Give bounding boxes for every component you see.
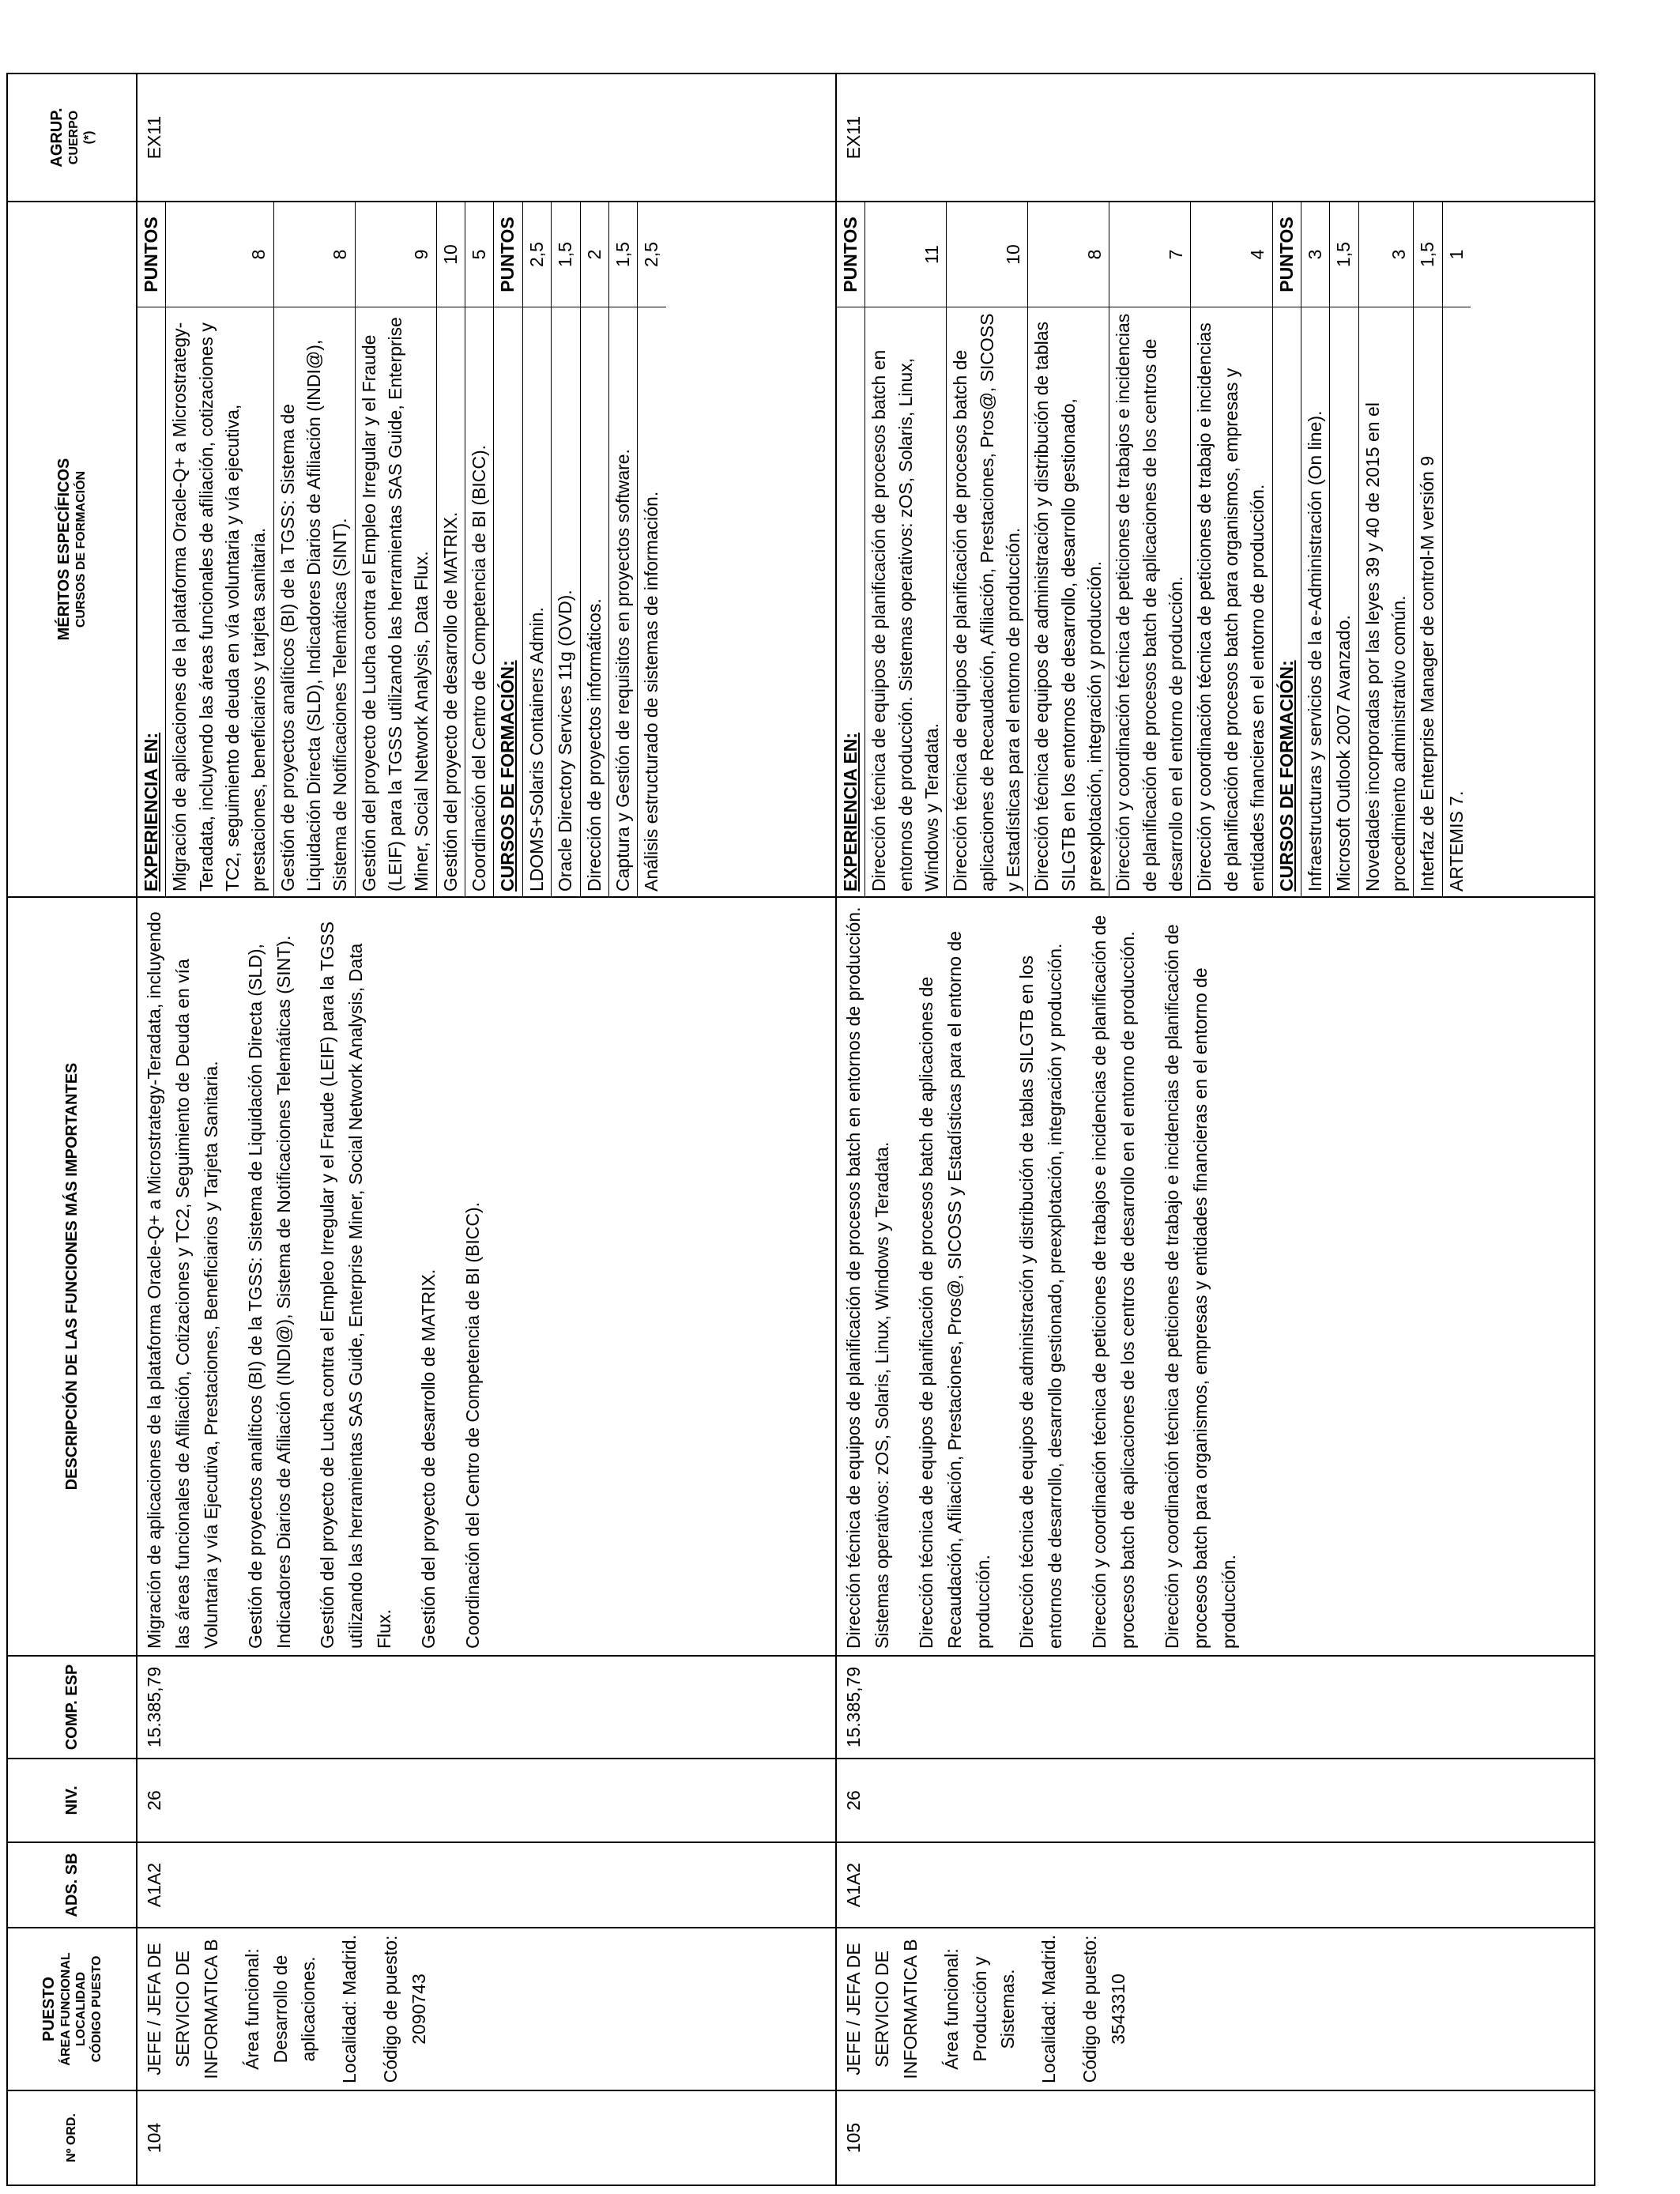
area-funcional: Área funcional: Desarrollo de aplicaciones.: [241, 1948, 319, 2070]
descripcion-item: Gestión del proyecto de Lucha contra el Empleo Irregular y el Fraude (LEIF) para la TGSS utilizando las herramientas SAS Guide, Enterprise Miner, Social Network Analysis, Data Flux.: [317, 921, 395, 1649]
merito-row: ARTEMIS 7. 1: [1442, 202, 1471, 896]
descripcion-item: Dirección técnica de equipos de planificación de procesos batch de aplicaciones de Recaudación, Afiliación, Prestaciones, Pros@, SICOSS y Estadísticas para el entorno de producción.: [915, 930, 993, 1649]
meritos-section-row: CURSOS DE FORMACIÓN: PUNTOS: [494, 202, 522, 896]
meritos-section-row: CURSOS DE FORMACIÓN: PUNTOS: [1272, 202, 1301, 896]
agrup-cell: EX11: [836, 74, 1595, 202]
codigo-puesto: Código de puesto: 2090743: [380, 1935, 429, 2083]
merito-row: Gestión del proyecto de Lucha contra el Empleo Irregular y el Fraude (LEIF) para la TGSS utilizando las herramientas SAS Guide, Enterprise Miner, Social Network Analysis, Data Flux. 9: [355, 202, 436, 896]
meritos-cell: [836, 202, 1595, 897]
header-comp: COMP. ESP: [7, 1656, 137, 1759]
codigo-puesto: Código de puesto: 3543310: [1079, 1935, 1128, 2083]
descripcion-cell: [836, 897, 1595, 1656]
job-positions-table: [6, 73, 1595, 2186]
puesto-cell: [836, 1928, 1595, 2090]
table-row: [836, 74, 1595, 2185]
merito-row: Microsoft Outlook 2007 Avanzado. 1,5: [1330, 202, 1358, 896]
merito-row: Captura y Gestión de requisitos en proyectos software. 1,5: [608, 202, 637, 896]
merito-row: Dirección y coordinación técnica de peticiones de trabajo e incidencias de planificación de procesos batch para organismos, empresas y entidades financieras en el entorno de producción. 4: [1191, 202, 1272, 896]
merito-row: Migración de aplicaciones de la plataforma Oracle-Q+ a Microstrategy-Teradata, incluyendo las áreas funcionales de afiliación, cotizaciones y TC2, seguimiento de deuda en vía voluntaria y vía ejecutiva, prestaciones, beneficiarios y tarjeta sanitaria. 8: [166, 202, 273, 896]
merito-row: Análisis estructurado de sistemas de información. 2,5: [638, 202, 666, 896]
meritos-section-row: EXPERIENCIA EN: PUNTOS: [137, 202, 166, 896]
merito-row: Coordinación del Centro de Competencia de BI (BICC). 5: [465, 202, 494, 896]
niv-cell: 26: [137, 1759, 836, 1842]
header-agrup: AGRUP. CUERPO (*): [7, 74, 137, 202]
merito-row: Interfaz de Enterprise Manager de control-M versión 9 1,5: [1414, 202, 1442, 896]
comp-cell: 15.385,79: [836, 1656, 1595, 1759]
merito-row: Dirección de proyectos informáticos. 2: [580, 202, 608, 896]
header-ads: ADS. SB: [7, 1842, 137, 1928]
descripcion-item: Dirección y coordinación técnica de peticiones de trabajo e incidencias de planificación de procesos batch para organismos, empresas y entidades financieras en el entorno de producción.: [1161, 924, 1239, 1649]
row-number: 105: [836, 2090, 1595, 2185]
descripcion-item: Coordinación del Centro de Competencia de BI (BICC).: [461, 1201, 483, 1649]
merito-row: Dirección técnica de equipos de planificación de procesos batch en entornos de producción. Sistemas operativos: zOS, Solaris, Linux, Windows y Teradata. 11: [865, 202, 947, 896]
merito-row: LDOMS+Solaris Containers Admin. 2,5: [522, 202, 551, 896]
descripcion-item: Dirección y coordinación técnica de peticiones de trabajos e incidencias de planificación de procesos batch de aplicaciones de los centros de desarrollo en el entorno de producción.: [1089, 914, 1138, 1649]
area-funcional: Área funcional: Producción y Sistemas.: [940, 1948, 1019, 2070]
table-header-row: [7, 74, 137, 2185]
header-num: Nº ORD.: [7, 2090, 137, 2185]
descripcion-item: Dirección técnica de equipos de administración y distribución de tablas SILGTB en los entornos de desarrollo, desarrollo gestionado, preexplotación, integración y producción.: [1016, 943, 1066, 1649]
meritos-section-row: EXPERIENCIA EN: PUNTOS: [837, 202, 865, 896]
header-descripcion: DESCRIPCIÓN DE LAS FUNCIONES MÁS IMPORTANTES: [7, 897, 137, 1656]
agrup-cell: EX11: [137, 74, 836, 202]
localidad: Localidad: Madrid.: [1038, 1935, 1060, 2083]
merito-row: Dirección técnica de equipos de administración y distribución de tablas SILGTB en los entornos de desarrollo, desarrollo gestionado, preexplotación, integración y producción. 8: [1028, 202, 1109, 896]
descripcion-cell: [137, 897, 836, 1656]
localidad: Localidad: Madrid.: [339, 1935, 360, 2083]
merito-row: Gestión de proyectos analíticos (BI) de la TGSS: Sistema de Liquidación Directa (SLD), Indicadores Diarios de Afiliación (INDI@), Sistema de Notificaciones Telemáticas (SINT). 8: [273, 202, 355, 896]
descripcion-item: Migración de aplicaciones de la plataforma Oracle-Q+ a Microstrategy-Teradata, incluyendo las áreas funcionales de Afiliación, Cotizaciones y TC2, Seguimiento de Deuda en vía Voluntaria y vía Ejecutiva, Prestaciones, Beneficiarios y Tarjeta Sanitaria.: [144, 911, 221, 1649]
merito-row: Dirección técnica de equipos de planificación de procesos batch de aplicaciones de Recaudación, Afiliación, Prestaciones, Pros@, SICOSS y Estadísticas para el entorno de producción. 10: [947, 202, 1028, 896]
meritos-cell: [137, 202, 836, 897]
merito-row: Gestión del proyecto de desarrollo de MATRIX. 10: [436, 202, 465, 896]
header-puesto: PUESTO ÁREA FUNCIONAL LOCALIDAD CÓDIGO PUESTO: [7, 1928, 137, 2090]
merito-row: Infraestructuras y servicios de la e-Administración (On line). 3: [1301, 202, 1329, 896]
merito-row: Novedades incorporadas por las leyes 39 y 40 de 2015 en el procedimiento administrativo común. 3: [1358, 202, 1414, 896]
header-meritos: MÉRITOS ESPECÍFICOS CURSOS DE FORMACIÓN: [7, 202, 137, 897]
puesto-title: JEFE / JEFA DE SERVICIO DE INFORMATICA B: [843, 1939, 921, 2079]
merito-row: Dirección y coordinación técnica de peticiones de trabajos e incidencias de planificación de procesos batch de aplicaciones de los centros de desarrollo en el entorno de producción. 7: [1109, 202, 1191, 896]
puesto-cell: [137, 1928, 836, 2090]
meritos-table: [837, 202, 1471, 896]
comp-cell: 15.385,79: [137, 1656, 836, 1759]
ads-cell: A1A2: [836, 1842, 1595, 1928]
descripcion-item: Dirección técnica de equipos de planificación de procesos batch en entornos de producción. Sistemas operativos: zOS, Solaris, Linux, Windows y Teradata.: [843, 907, 892, 1649]
ads-cell: A1A2: [137, 1842, 836, 1928]
descripcion-item: Gestión de proyectos analíticos (BI) de la TGSS: Sistema de Liquidación Directa (SLD), Indicadores Diarios de Afiliación (INDI@), Sistema de Notificaciones Telemáticas (SINT).: [244, 935, 294, 1649]
descripcion-item: Gestión del proyecto de desarrollo de MATRIX.: [418, 1269, 439, 1649]
niv-cell: 26: [836, 1759, 1595, 1842]
row-number: 104: [137, 2090, 836, 2185]
header-niv: NIV.: [7, 1759, 137, 1842]
merito-row: Oracle Directory Services 11g (OVD). 1,5: [552, 202, 580, 896]
puesto-title: JEFE / JEFA DE SERVICIO DE INFORMATICA B: [144, 1939, 221, 2079]
table-row: [137, 74, 836, 2185]
meritos-table: [137, 202, 666, 896]
